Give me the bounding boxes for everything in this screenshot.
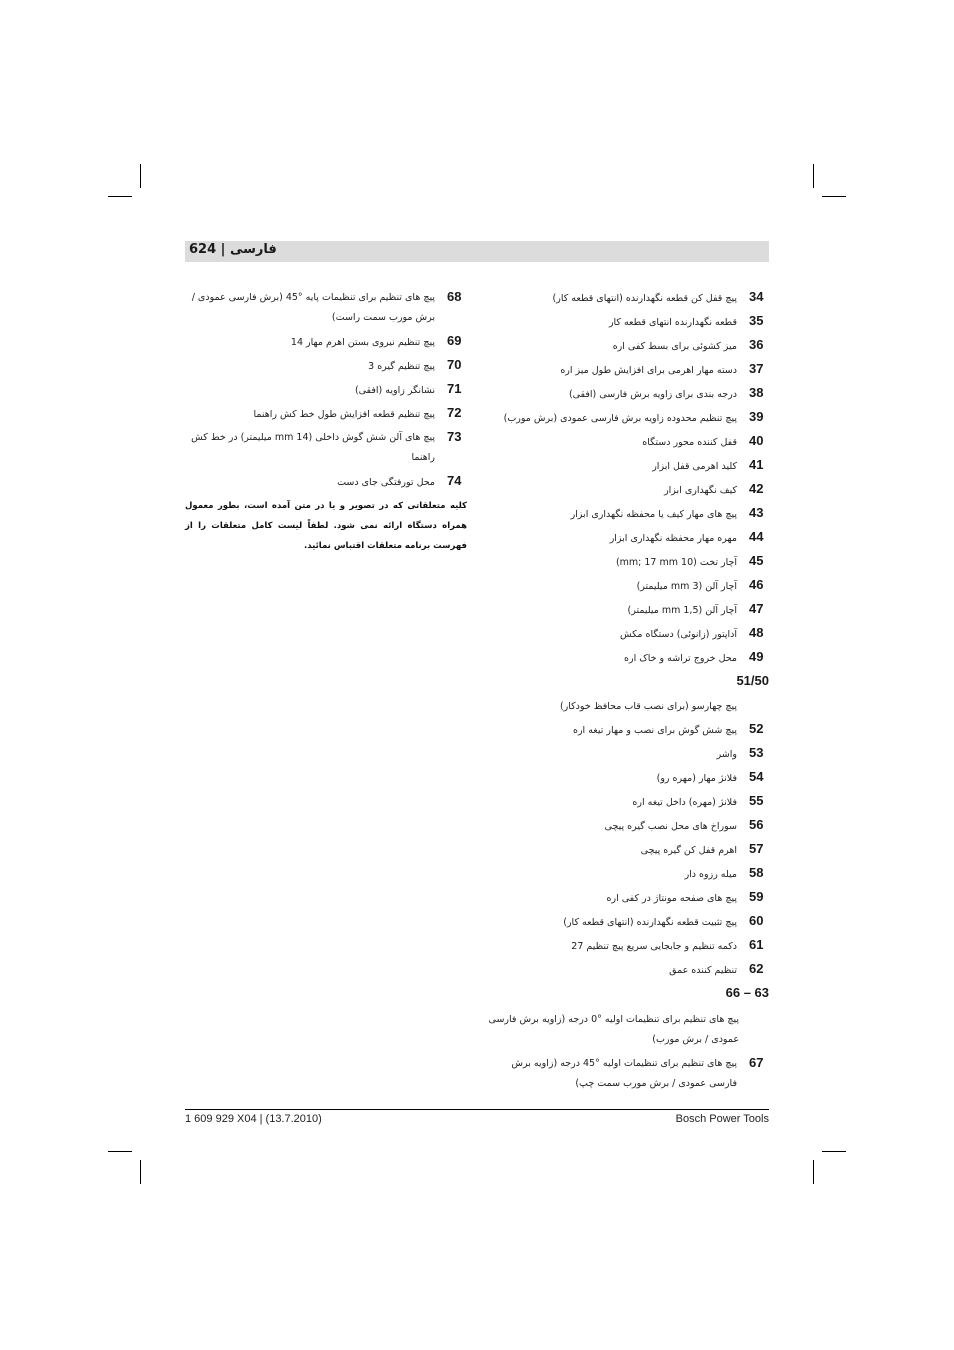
list-item <box>495 1054 769 1098</box>
item-text: محل خروج تراشه و خاک اره <box>624 653 737 664</box>
item-text: پیچ های مهار کیف یا محفظه نگهداری ابزار <box>570 509 737 520</box>
item-number: 55 <box>749 793 764 808</box>
crop-mark <box>140 164 141 188</box>
item-number: 58 <box>749 865 764 880</box>
item-number: 36 <box>749 337 764 352</box>
item-text: میز کشوئی برای بسط کفی اره <box>612 341 737 352</box>
item-number: 72 <box>447 405 462 420</box>
item-number: 60 <box>749 913 764 928</box>
item-text: پیچ تنظیم قطعه افزایش طول خط کش راهنما <box>253 409 435 420</box>
footer-divider <box>185 1109 769 1110</box>
item-number: 41 <box>749 457 764 472</box>
page-title: 624 | فارسی <box>189 242 277 257</box>
item-text: آچار تخت (10 mm; 17 mm) <box>615 557 737 568</box>
crop-mark <box>813 164 814 188</box>
item-number: 43 <box>749 505 764 520</box>
item-text: پیچ های تنظیم برای تنظیمات اولیه °45 درجه (زاویه برش فارسی عمودی / برش مورب سمت چپ) <box>511 1058 737 1089</box>
item-number: 61 <box>749 937 764 952</box>
item-number: 39 <box>749 409 764 424</box>
item-number: 68 <box>447 289 462 304</box>
item-text: قفل کننده محور دستگاه <box>642 437 737 448</box>
item-number: 45 <box>749 553 764 568</box>
item-number: 46 <box>749 577 764 592</box>
item-text: میله رزوه دار <box>684 869 737 880</box>
item-number: 69 <box>447 333 462 348</box>
item-text: پیچ های تنظیم برای تنظیمات اولیه °0 درجه (زاویه برش فارسی عمودی / برش مورب) <box>488 1014 739 1045</box>
item-number: 48 <box>749 625 764 640</box>
document-number: 1 609 929 X04 | (13.7.2010) <box>185 1113 322 1125</box>
list-item-group <box>495 672 769 716</box>
item-text: پیچ تنظیم محدوده زاویه برش فارسی عمودی (برش مورب) <box>503 413 737 424</box>
item-number: 56 <box>749 817 764 832</box>
item-text: آچار آلن (1,5 mm میلیمتر) <box>627 605 737 616</box>
list-item-group <box>488 984 769 1046</box>
item-number: 66 – 63 <box>725 985 769 1000</box>
crop-mark <box>813 1160 814 1184</box>
item-number: 54 <box>749 769 764 784</box>
item-text: کیف نگهداری ابزار <box>664 485 737 496</box>
item-number: 49 <box>749 649 764 664</box>
list-item <box>180 288 467 332</box>
item-number: 52 <box>749 721 764 736</box>
item-text: درجه بندی برای زاویه برش فارسی (افقی) <box>568 389 737 400</box>
item-number: 73 <box>447 429 462 444</box>
item-number: 37 <box>749 361 764 376</box>
item-number: 34 <box>749 289 764 304</box>
page-header <box>185 241 769 262</box>
item-text: اهرم قفل کن گیره پیچی <box>640 845 737 856</box>
item-number: 51/50 <box>736 673 769 688</box>
item-text: محل تورفتگی جای دست <box>337 477 435 488</box>
crop-mark <box>108 196 132 197</box>
item-number: 40 <box>749 433 764 448</box>
item-text: مهره مهار محفظه نگهداری ابزار <box>609 533 737 544</box>
item-number: 53 <box>749 745 764 760</box>
item-text: پیچ شش گوش برای نصب و مهار تیغه اره <box>572 725 737 736</box>
item-number: 57 <box>749 841 764 856</box>
item-text: تنظیم کننده عمق <box>669 965 737 976</box>
crop-mark <box>822 196 846 197</box>
item-number: 74 <box>447 473 462 488</box>
item-number: 42 <box>749 481 764 496</box>
crop-mark <box>822 1151 846 1152</box>
item-text: پیچ تنظیم نیروی بستن اهرم مهار 14 <box>290 337 435 348</box>
item-text: سوراخ های محل نصب گیره پیچی <box>604 821 737 832</box>
item-text: نشانگر زاویه (افقی) <box>354 385 435 396</box>
item-number: 62 <box>749 961 764 976</box>
list-item <box>180 428 467 472</box>
item-number: 59 <box>749 889 764 904</box>
item-text: پیچ چهارسو (برای نصب قاب محافظ خودکار) <box>559 701 737 712</box>
item-text: آچار آلن (3 mm میلیمتر) <box>636 581 737 592</box>
item-number: 70 <box>447 357 462 372</box>
crop-mark <box>108 1151 132 1152</box>
item-number: 38 <box>749 385 764 400</box>
item-text: دسته مهار اهرمی برای افزایش طول میز اره <box>560 365 737 376</box>
item-text: کلید اهرمی قفل ابزار <box>652 461 737 472</box>
item-text: آداپتور (زانوئی) دستگاه مکش <box>620 629 737 640</box>
item-text: دکمه تنظیم و جابجایی سریع پیچ تنظیم 27 <box>571 941 737 952</box>
item-text: پیچ های تنظیم برای تنظیمات پایه °45 (برش فارسی عمودی / برش مورب سمت راست) <box>191 292 435 323</box>
item-text: فلانژ (مهره) داخل تیغه اره <box>632 797 737 808</box>
item-text: فلانژ مهار (مهره رو) <box>656 773 737 784</box>
item-text: پیچ های آلن شش گوش داخلی (14 mm میلیمتر) در خط کش راهنما <box>191 432 435 463</box>
item-text: پیچ تنظیم گیره 3 <box>368 361 435 372</box>
item-text: واشر <box>716 749 737 760</box>
item-number: 47 <box>749 601 764 616</box>
item-text: قطعه نگهدارنده انتهای قطعه کار <box>608 317 737 328</box>
accessories-note: کلیه متعلقاتی که در تصویر و یا در متن آمده است، بطور معمول همراه دستگاه ارائه نمی شود. لطفاً لیست کامل متعلقات را از فهرست برنامه متعلقات اقتباس نمائید. <box>185 501 467 551</box>
item-text: پیچ تثبیت قطعه نگهدارنده (انتهای قطعه کار) <box>563 917 737 928</box>
item-number: 44 <box>749 529 764 544</box>
item-number: 71 <box>447 381 462 396</box>
item-text: پیچ قفل کن قطعه نگهدارنده (انتهای قطعه کار) <box>552 293 737 304</box>
item-text: پیچ های صفحه مونتاژ در کفی اره <box>606 893 737 904</box>
brand-footer: Bosch Power Tools <box>675 1113 769 1125</box>
crop-mark <box>140 1160 141 1184</box>
item-number: 35 <box>749 313 764 328</box>
item-number: 67 <box>749 1055 764 1070</box>
